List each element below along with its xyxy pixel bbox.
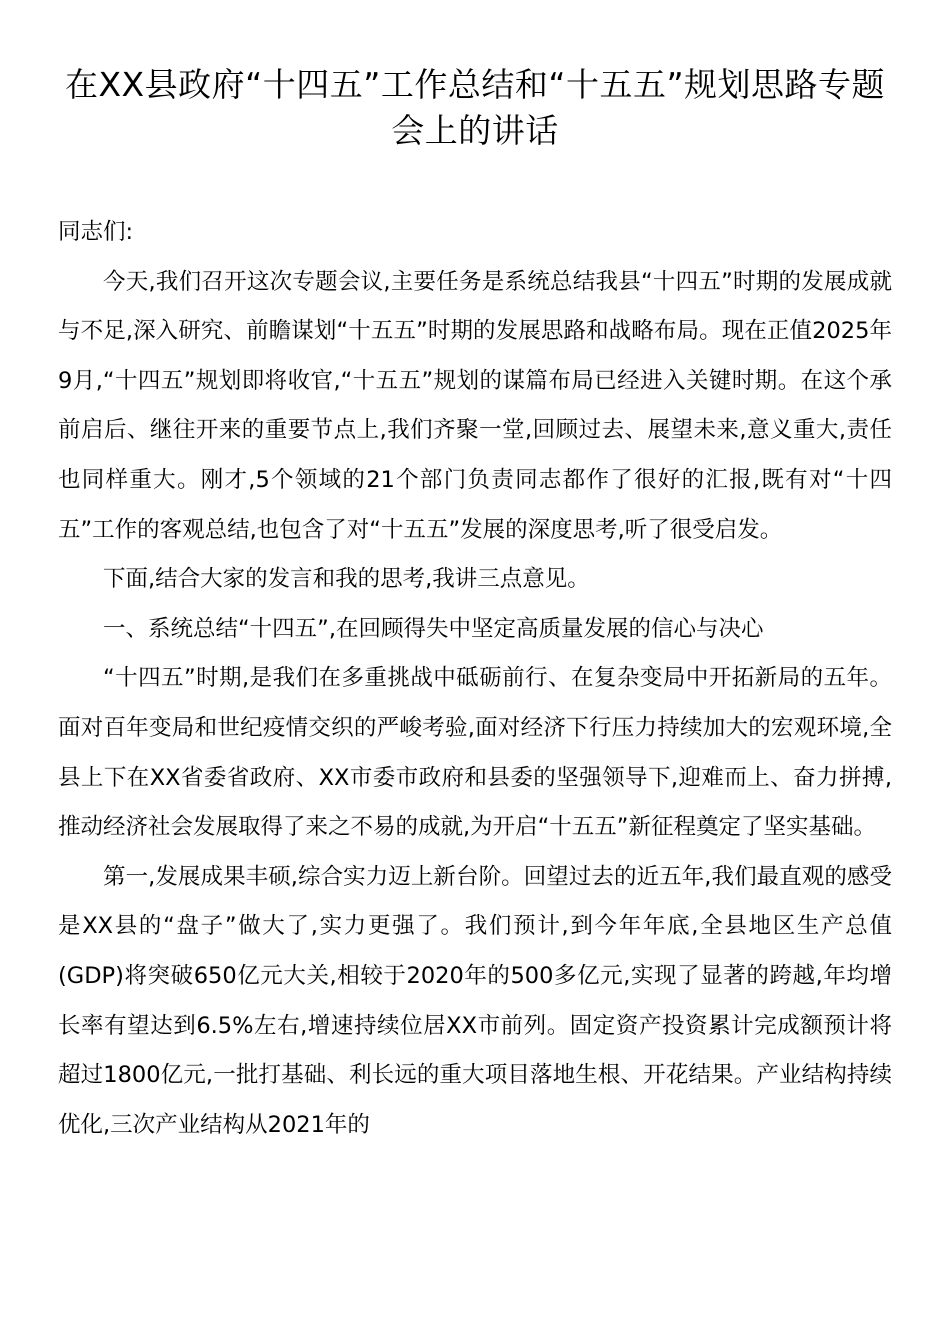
section-heading-1: 一、系统总结“十四五”,在回顾得失中坚定高质量发展的信心与决心 bbox=[103, 615, 764, 642]
paragraph-transition: 下面,结合大家的发言和我的思考,我讲三点意见。 bbox=[103, 566, 590, 593]
paragraph-first-point: 第一,发展成果丰硕,综合实力迈上新台阶。回望过去的近五年,我们最直观的感受是XX县的“盘子”做大了,实力更强了。我们预计,到今年年底,全县地区生产总值(GDP)将突破650亿元大关,相较于2020年的500多亿元,实现了显著的跨越,年均增长率有望达到6.5%左右,增速持续位居XX市前列。固定资产投资累计完成额预计将超过1800亿元,一批打基础、利长远的重大项目落地生根、开花结果。产业结构持续优化,三次产业结构从2021年的 bbox=[58, 863, 892, 1138]
paragraph-intro: 今天,我们召开这次专题会议,主要任务是系统总结我县“十四五”时期的发展成就与不足,深入研究、前瞻谋划“十五五”时期的发展思路和战略布局。现在正值2025年9月,“十四五”规划即将收官,“十五五”规划的谋篇布局已经进入关键时期。在这个承前启后、继往开来的重要节点上,我们齐聚一堂,回顾过去、展望未来,意义重大,责任也同样重大。刚才,5个领域的21个部门负责同志都作了很好的汇报,既有对“十四五”工作的客观总结,也包含了对“十五五”发展的深度思考,听了很受启发。 bbox=[58, 268, 892, 543]
document-title: 在XX县政府“十四五”工作总结和“十五五”规划思路专题会上的讲话 bbox=[64, 65, 886, 150]
paragraph-overview: “十四五”时期,是我们在多重挑战中砥砺前行、在复杂变局中开拓新局的五年。面对百年变局和世纪疫情交织的严峻考验,面对经济下行压力持续加大的宏观环境,全县上下在XX省委省政府、XX市委市政府和县委的坚强领导下,迎难而上、奋力拼搏,推动经济社会发展取得了来之不易的成就,为开启“十五五”新征程奠定了坚实基础。 bbox=[58, 665, 892, 841]
salutation: 同志们: bbox=[58, 219, 134, 245]
document-body bbox=[58, 208, 892, 1150]
